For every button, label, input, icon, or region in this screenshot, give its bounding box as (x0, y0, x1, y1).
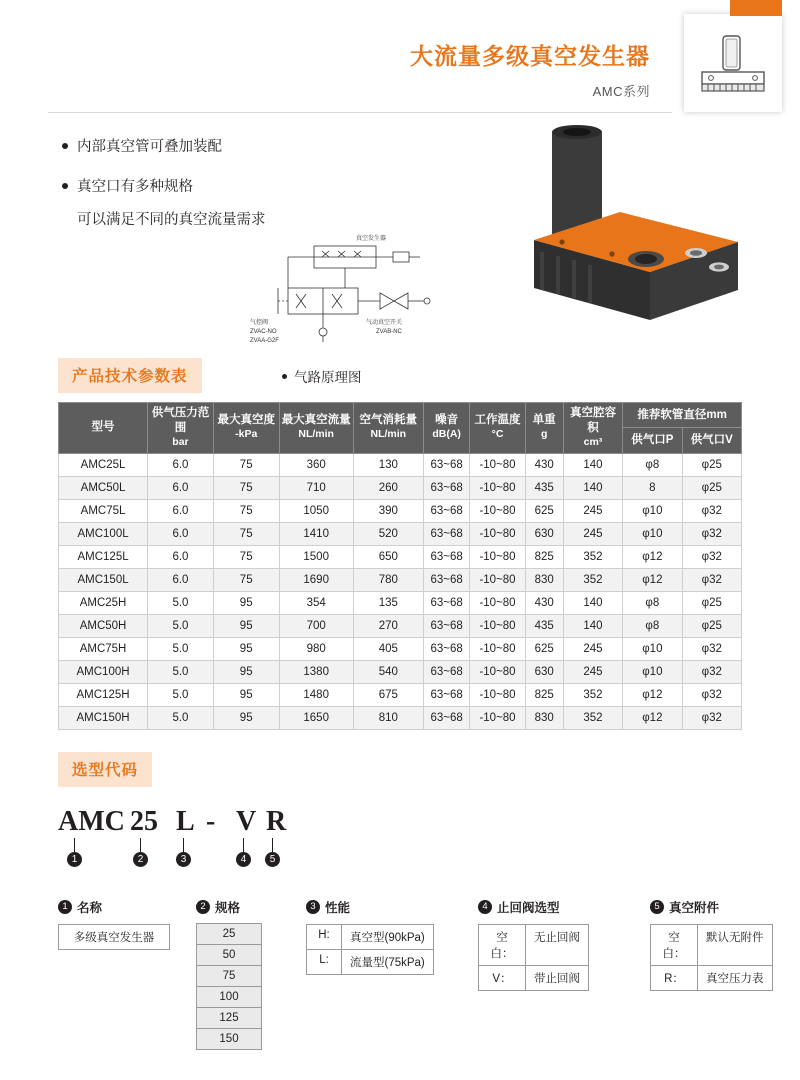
legend-size-option: 50 (196, 944, 262, 966)
code-marker-1: 1 (67, 852, 82, 867)
table-cell: 63~68 (423, 706, 470, 729)
code-marker-3: 3 (176, 852, 191, 867)
feature-text: 真空口有多种规格 (77, 179, 193, 196)
table-cell: 980 (279, 637, 353, 660)
header-divider (48, 112, 672, 113)
table-cell: 75 (213, 568, 279, 591)
table-cell: 6.0 (148, 568, 214, 591)
table-cell: 75 (213, 453, 279, 476)
table-cell: 1690 (279, 568, 353, 591)
legend-group-checkvalve (478, 898, 638, 991)
diagram-label-left3: ZVAA-G2F (250, 338, 279, 344)
code-token-size: 25 (130, 806, 158, 837)
table-row (59, 614, 742, 637)
legend-marker-4: 4 (478, 900, 492, 914)
table-cell: 405 (353, 637, 423, 660)
legend-option-key: V： (478, 965, 526, 991)
cell-model: AMC125L (59, 545, 148, 568)
table-cell: 8 (623, 476, 682, 499)
legend-accessory-option (650, 965, 800, 991)
legend-title: 真空附件 (669, 901, 720, 915)
legend-head (196, 898, 286, 916)
table-cell: φ32 (682, 568, 741, 591)
table-cell: 270 (353, 614, 423, 637)
code-leader-line (183, 838, 184, 852)
table-cell: 435 (525, 476, 563, 499)
table-cell: φ32 (682, 637, 741, 660)
table-cell: 95 (213, 660, 279, 683)
table-cell: 830 (525, 706, 563, 729)
table-cell: 75 (213, 545, 279, 568)
table-cell: 1410 (279, 522, 353, 545)
table-cell: 360 (279, 453, 353, 476)
table-cell: φ12 (623, 683, 682, 706)
table-cell: 63~68 (423, 568, 470, 591)
table-cell: 135 (353, 591, 423, 614)
orange-tab-accent (730, 0, 782, 16)
legend-head (478, 898, 638, 916)
code-marker-5: 5 (265, 852, 280, 867)
code-token-prefix: AMC (58, 806, 125, 837)
table-cell: φ8 (623, 591, 682, 614)
table-cell: φ10 (623, 637, 682, 660)
legend-group-accessory (650, 898, 800, 991)
table-row (59, 545, 742, 568)
cell-model: AMC150L (59, 568, 148, 591)
table-cell: 63~68 (423, 614, 470, 637)
table-cell: 1050 (279, 499, 353, 522)
code-leader-line (243, 838, 244, 852)
table-cell: 700 (279, 614, 353, 637)
diagram-caption: 气路原理图 (294, 370, 362, 385)
legend-marker-1: 1 (58, 900, 72, 914)
legend-option-value: 带止回阀 (526, 965, 589, 991)
spec-table-wrapper (58, 402, 742, 730)
table-cell: -10~80 (470, 660, 525, 683)
table-cell: 245 (563, 522, 622, 545)
table-cell: φ12 (623, 568, 682, 591)
legend-performance-option (306, 924, 466, 950)
cell-model: AMC75H (59, 637, 148, 660)
th-chamber-volume: 真空腔容积 cm³ (563, 403, 622, 454)
table-row (59, 568, 742, 591)
table-cell: 390 (353, 499, 423, 522)
diagram-label-left2: ZVAC-NO (250, 329, 277, 335)
model-code-row (58, 806, 458, 870)
table-cell: φ25 (682, 476, 741, 499)
legend-group-performance (306, 898, 466, 975)
table-row (59, 522, 742, 545)
table-cell: φ25 (682, 453, 741, 476)
legend-marker-5: 5 (650, 900, 664, 914)
legend-option-value: 无止回阀 (526, 924, 589, 966)
table-cell: φ32 (682, 522, 741, 545)
table-cell: 5.0 (148, 660, 214, 683)
table-cell: 6.0 (148, 522, 214, 545)
legend-marker-3: 3 (306, 900, 320, 914)
table-cell: 260 (353, 476, 423, 499)
legend-group-name (58, 898, 188, 950)
th-port-p: 供气口P (623, 428, 682, 453)
table-cell: φ32 (682, 545, 741, 568)
table-cell: 825 (525, 683, 563, 706)
th-temperature: 工作温度 °C (470, 403, 525, 454)
table-cell: φ8 (623, 614, 682, 637)
feature-item (62, 136, 392, 158)
header-title-block (410, 38, 650, 100)
spec-table (58, 402, 742, 730)
code-token-valve: V (236, 806, 257, 837)
bullet-dot-icon (282, 374, 287, 379)
legend-option-value: 默认无附件 (698, 924, 773, 966)
table-cell: 625 (525, 637, 563, 660)
table-cell: -10~80 (470, 568, 525, 591)
table-row (59, 591, 742, 614)
table-cell: 5.0 (148, 614, 214, 637)
table-cell: 5.0 (148, 706, 214, 729)
table-cell: 352 (563, 545, 622, 568)
table-row (59, 683, 742, 706)
code-leader-line (74, 838, 75, 852)
table-row (59, 660, 742, 683)
table-cell: -10~80 (470, 591, 525, 614)
table-cell: 63~68 (423, 453, 470, 476)
table-cell: 140 (563, 453, 622, 476)
table-cell: 520 (353, 522, 423, 545)
code-marker-4: 4 (236, 852, 251, 867)
table-cell: 650 (353, 545, 423, 568)
legend-marker-2: 2 (196, 900, 210, 914)
code-marker-2: 2 (133, 852, 148, 867)
table-cell: 630 (525, 522, 563, 545)
cell-model: AMC100H (59, 660, 148, 683)
legend-group-size (196, 898, 286, 1050)
th-max-vacuum: 最大真空度 -kPa (213, 403, 279, 454)
legend-option-key: L: (306, 949, 342, 975)
bullet-dot-icon (62, 143, 68, 149)
legend-checkvalve-option (478, 965, 638, 991)
table-cell: -10~80 (470, 637, 525, 660)
legend-title: 名称 (77, 901, 103, 915)
legend-checkvalve-option (478, 924, 638, 966)
code-token-dash: - (206, 806, 216, 837)
table-cell: 95 (213, 591, 279, 614)
diagram-label-top: 真空发生器 (356, 236, 387, 242)
legend-size-option: 75 (196, 965, 262, 987)
table-cell: 6.0 (148, 499, 214, 522)
corner-product-badge (684, 14, 782, 112)
table-row (59, 637, 742, 660)
th-model: 型号 (59, 403, 148, 454)
cell-model: AMC100L (59, 522, 148, 545)
table-cell: 5.0 (148, 591, 214, 614)
legend-checkvalve-rows (478, 924, 638, 991)
table-cell: 95 (213, 637, 279, 660)
feature-subtext: 可以满足不同的真空流量需求 (77, 211, 266, 228)
th-supply-pressure: 供气压力范围 bar (148, 403, 214, 454)
cell-model: AMC125H (59, 683, 148, 706)
pneumatic-circuit-diagram (248, 232, 468, 352)
legend-head (650, 898, 800, 916)
legend-item-name: 多级真空发生器 (58, 924, 170, 950)
table-cell: -10~80 (470, 453, 525, 476)
cell-model: AMC75L (59, 499, 148, 522)
table-cell: 780 (353, 568, 423, 591)
vacuum-generator-icon (696, 32, 770, 98)
legend-accessory-option (650, 924, 800, 966)
table-cell: φ32 (682, 706, 741, 729)
table-cell: 675 (353, 683, 423, 706)
table-cell: -10~80 (470, 706, 525, 729)
table-cell: 63~68 (423, 637, 470, 660)
th-noise: 噪音 dB(A) (423, 403, 470, 454)
table-cell: 352 (563, 568, 622, 591)
table-cell: 130 (353, 453, 423, 476)
page-title: 大流量多级真空发生器 (410, 43, 650, 69)
table-cell: -10~80 (470, 545, 525, 568)
table-cell: 710 (279, 476, 353, 499)
table-cell: -10~80 (470, 499, 525, 522)
table-row (59, 499, 742, 522)
table-cell: φ8 (623, 453, 682, 476)
table-cell: 5.0 (148, 637, 214, 660)
th-weight: 单重 g (525, 403, 563, 454)
table-cell: 95 (213, 706, 279, 729)
table-cell: 95 (213, 683, 279, 706)
table-cell: 6.0 (148, 545, 214, 568)
diagram-caption-row (282, 366, 362, 386)
feature-list (62, 136, 392, 247)
table-cell: -10~80 (470, 476, 525, 499)
table-cell: 435 (525, 614, 563, 637)
table-cell: 540 (353, 660, 423, 683)
code-leader-line (272, 838, 273, 852)
code-token-accessory: R (266, 806, 287, 837)
feature-item (62, 176, 392, 198)
legend-title: 规格 (215, 901, 241, 915)
table-cell: 75 (213, 499, 279, 522)
table-cell: φ12 (623, 706, 682, 729)
cell-model: AMC150H (59, 706, 148, 729)
table-row (59, 453, 742, 476)
table-cell: 6.0 (148, 453, 214, 476)
table-cell: 140 (563, 591, 622, 614)
table-cell: 245 (563, 499, 622, 522)
feature-text: 内部真空管可叠加装配 (77, 139, 222, 155)
table-cell: 430 (525, 591, 563, 614)
table-row (59, 476, 742, 499)
legend-option-key: 空白： (478, 924, 526, 966)
table-cell: φ32 (682, 683, 741, 706)
table-cell: -10~80 (470, 614, 525, 637)
legend-option-key: 空白： (650, 924, 698, 966)
table-cell: φ12 (623, 545, 682, 568)
page-subtitle: AMC系列 (592, 84, 650, 99)
table-cell: 140 (563, 614, 622, 637)
legend-accessory-rows (650, 924, 800, 991)
product-photo (500, 120, 760, 330)
cell-model: AMC25H (59, 591, 148, 614)
table-cell: 1500 (279, 545, 353, 568)
table-cell: 140 (563, 476, 622, 499)
table-cell: 75 (213, 522, 279, 545)
page-header (0, 0, 800, 118)
table-cell: 245 (563, 660, 622, 683)
legend-size-option: 125 (196, 1007, 262, 1029)
table-cell: 825 (525, 545, 563, 568)
table-cell: φ32 (682, 499, 741, 522)
legend-option-value: 真空型(90kPa) (342, 924, 434, 950)
table-cell: 625 (525, 499, 563, 522)
table-cell: 245 (563, 637, 622, 660)
legend-title: 性能 (325, 901, 351, 915)
bullet-dot-icon (62, 183, 68, 189)
table-cell: 63~68 (423, 683, 470, 706)
diagram-label-right2: ZVAB-NC (376, 329, 402, 335)
table-cell: φ25 (682, 614, 741, 637)
th-air-consumption: 空气消耗量 NL/min (353, 403, 423, 454)
table-row (59, 706, 742, 729)
legend-option-value: 真空压力表 (698, 965, 773, 991)
th-max-flow: 最大真空流量 NL/min (279, 403, 353, 454)
table-cell: 352 (563, 683, 622, 706)
legend-title: 止回阀选型 (497, 901, 560, 915)
table-cell: 63~68 (423, 660, 470, 683)
table-cell: 5.0 (148, 683, 214, 706)
table-cell: φ32 (682, 660, 741, 683)
table-cell: 63~68 (423, 476, 470, 499)
code-leader-line (140, 838, 141, 852)
table-cell: 352 (563, 706, 622, 729)
legend-size-option: 100 (196, 986, 262, 1008)
table-cell: 6.0 (148, 476, 214, 499)
th-hose-diameter-group: 推荐软管直径mm (623, 403, 742, 428)
legend-head (306, 898, 466, 916)
table-cell: -10~80 (470, 522, 525, 545)
table-cell: 830 (525, 568, 563, 591)
table-header-row (59, 403, 742, 428)
section-title-model-code: 选型代码 (58, 752, 152, 787)
table-cell: 630 (525, 660, 563, 683)
table-cell: -10~80 (470, 683, 525, 706)
cell-model: AMC25L (59, 453, 148, 476)
legend-performance-option (306, 949, 466, 975)
table-cell: 75 (213, 476, 279, 499)
table-cell: φ10 (623, 660, 682, 683)
table-cell: 430 (525, 453, 563, 476)
table-cell: 354 (279, 591, 353, 614)
cell-model: AMC50H (59, 614, 148, 637)
diagram-label-left1: 气控阀 (250, 320, 269, 326)
legend-option-key: H: (306, 924, 342, 950)
table-cell: φ10 (623, 522, 682, 545)
th-port-v: 供气口V (682, 428, 741, 453)
legend-size-stack (196, 923, 286, 1050)
legend-performance-rows (306, 924, 466, 975)
table-cell: 1650 (279, 706, 353, 729)
cell-model: AMC50L (59, 476, 148, 499)
table-cell: 810 (353, 706, 423, 729)
table-cell: 1380 (279, 660, 353, 683)
code-token-perf: L (176, 806, 195, 837)
legend-option-value: 流量型(75kPa) (342, 949, 434, 975)
table-cell: 63~68 (423, 522, 470, 545)
section-title-parameters: 产品技术参数表 (58, 358, 202, 393)
diagram-label-right1: 气动真空开关 (366, 320, 403, 326)
table-cell: φ25 (682, 591, 741, 614)
legend-option-key: R： (650, 965, 698, 991)
table-cell: 63~68 (423, 545, 470, 568)
legend-size-option: 150 (196, 1028, 262, 1050)
table-cell: φ10 (623, 499, 682, 522)
legend-size-option: 25 (196, 923, 262, 945)
legend-head (58, 898, 188, 916)
table-cell: 95 (213, 614, 279, 637)
table-cell: 63~68 (423, 591, 470, 614)
table-cell: 63~68 (423, 499, 470, 522)
table-cell: 1480 (279, 683, 353, 706)
